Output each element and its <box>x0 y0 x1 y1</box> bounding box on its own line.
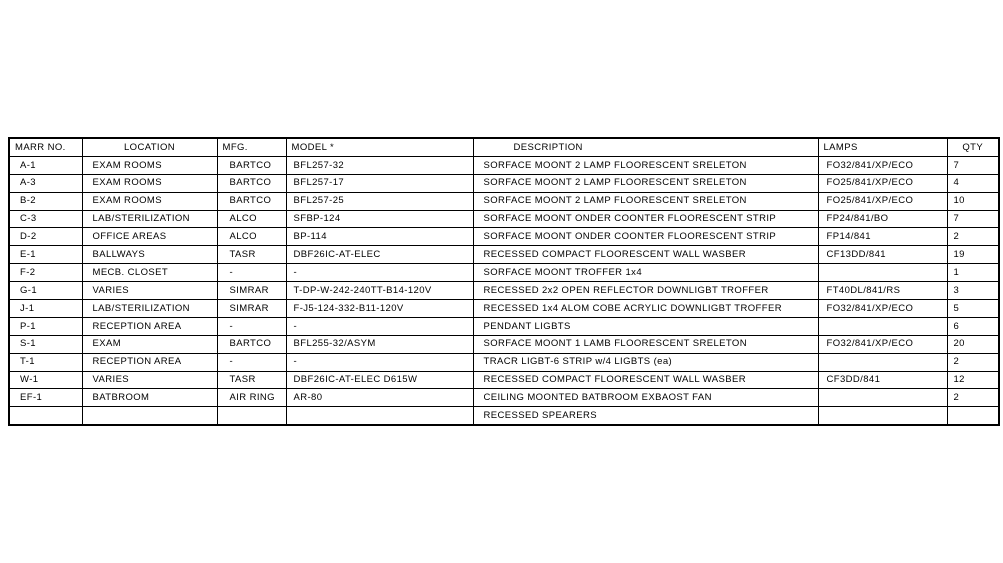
table-cell: BFL257-32 <box>286 156 473 174</box>
table-cell: VARIES <box>82 282 217 300</box>
table-cell: 10 <box>947 192 999 210</box>
table-cell: BATBROOM <box>82 389 217 407</box>
table-cell: TRACR LIGBT-6 STRIP w/4 LIGBTS (ea) <box>473 353 818 371</box>
table-cell: BARTCO <box>217 174 286 192</box>
table-cell: OFFICE AREAS <box>82 228 217 246</box>
table-row <box>9 300 999 318</box>
table-cell: - <box>217 264 286 282</box>
table-cell: PENDANT LIGBTS <box>473 317 818 335</box>
table-row <box>9 389 999 407</box>
table-cell <box>818 407 947 425</box>
table-cell: FO25/841/XP/ECO <box>818 174 947 192</box>
table-row <box>9 353 999 371</box>
table-cell: F-2 <box>9 264 82 282</box>
table-cell: BFL257-17 <box>286 174 473 192</box>
column-header-qty: QTY <box>947 138 999 156</box>
table-cell: F-J5-124-332-B11-120V <box>286 300 473 318</box>
table-cell: FO25/841/XP/ECO <box>818 192 947 210</box>
table-cell: A-3 <box>9 174 82 192</box>
table-cell: 2 <box>947 353 999 371</box>
column-header-model: MODEL * <box>286 138 473 156</box>
table-cell: EXAM <box>82 335 217 353</box>
table-cell: LAB/STERILIZATION <box>82 300 217 318</box>
table-cell: ALCO <box>217 210 286 228</box>
table-cell: BFL255-32/ASYM <box>286 335 473 353</box>
schedule-body <box>9 156 999 425</box>
table-cell: BARTCO <box>217 335 286 353</box>
column-header-lamps: LAMPS <box>818 138 947 156</box>
table-cell: 20 <box>947 335 999 353</box>
table-cell: B-2 <box>9 192 82 210</box>
table-cell: SORFACE MOONT 2 LAMP FLOORESCENT SRELETON <box>473 156 818 174</box>
schedule-header <box>9 138 999 156</box>
table-cell: BARTCO <box>217 156 286 174</box>
table-cell: RECESSED 1x4 ALOM COBE ACRYLIC DOWNLIGBT TROFFER <box>473 300 818 318</box>
table-cell: RECESSED COMPACT FLOORESCENT WALL WASBER <box>473 246 818 264</box>
table-cell: 1 <box>947 264 999 282</box>
table-row <box>9 282 999 300</box>
table-row <box>9 246 999 264</box>
table-cell: FT40DL/841/RS <box>818 282 947 300</box>
table-cell: - <box>286 353 473 371</box>
table-row <box>9 407 999 425</box>
table-cell: CEILING MOONTED BATBROOM EXBAOST FAN <box>473 389 818 407</box>
table-cell: 12 <box>947 371 999 389</box>
table-cell: - <box>217 317 286 335</box>
table-cell: SFBP-124 <box>286 210 473 228</box>
table-cell: RECESSED SPEARERS <box>473 407 818 425</box>
table-row <box>9 335 999 353</box>
table-cell: 3 <box>947 282 999 300</box>
table-cell: G-1 <box>9 282 82 300</box>
table-cell: RECEPTION AREA <box>82 353 217 371</box>
table-cell: RECEPTION AREA <box>82 317 217 335</box>
table-cell: BALLWAYS <box>82 246 217 264</box>
table-row <box>9 317 999 335</box>
table-cell: 7 <box>947 156 999 174</box>
column-header-mark-no: MARR NO. <box>9 138 82 156</box>
table-cell: ALCO <box>217 228 286 246</box>
table-cell: 4 <box>947 174 999 192</box>
table-cell: - <box>217 353 286 371</box>
table-cell: VARIES <box>82 371 217 389</box>
table-cell: - <box>286 317 473 335</box>
table-cell: P-1 <box>9 317 82 335</box>
lighting-schedule-table <box>8 137 1000 426</box>
table-cell: T-1 <box>9 353 82 371</box>
table-cell: SIMRAR <box>217 300 286 318</box>
table-cell: - <box>286 264 473 282</box>
table-cell: FP14/841 <box>818 228 947 246</box>
table-row <box>9 228 999 246</box>
table-cell: 19 <box>947 246 999 264</box>
table-cell: 2 <box>947 228 999 246</box>
table-cell: FO32/841/XP/ECO <box>818 156 947 174</box>
table-cell <box>286 407 473 425</box>
table-cell: SORFACE MOONT 1 LAMB FLOORESCENT SRELETON <box>473 335 818 353</box>
column-header-location: LOCATION <box>82 138 217 156</box>
table-cell: T-DP-W-242-240TT-B14-120V <box>286 282 473 300</box>
table-cell: TASR <box>217 371 286 389</box>
table-cell: CF13DD/841 <box>818 246 947 264</box>
table-cell: 5 <box>947 300 999 318</box>
table-cell <box>217 407 286 425</box>
table-cell: EXAM ROOMS <box>82 192 217 210</box>
table-cell: 6 <box>947 317 999 335</box>
table-cell: RECESSED COMPACT FLOORESCENT WALL WASBER <box>473 371 818 389</box>
table-row <box>9 264 999 282</box>
table-cell: DBF26IC-AT-ELEC <box>286 246 473 264</box>
table-cell: SORFACE MOONT ONDER COONTER FLOORESCENT STRIP <box>473 228 818 246</box>
table-cell: BFL257-25 <box>286 192 473 210</box>
table-cell <box>82 407 217 425</box>
table-cell: 2 <box>947 389 999 407</box>
table-cell: E-1 <box>9 246 82 264</box>
table-cell: AIR RING <box>217 389 286 407</box>
table-cell: EXAM ROOMS <box>82 174 217 192</box>
table-cell: C-3 <box>9 210 82 228</box>
table-cell: W-1 <box>9 371 82 389</box>
table-cell: BP-114 <box>286 228 473 246</box>
table-cell: SORFACE MOONT 2 LAMP FLOORESCENT SRELETON <box>473 174 818 192</box>
table-cell <box>818 264 947 282</box>
table-cell: MECB. CLOSET <box>82 264 217 282</box>
table-cell: S-1 <box>9 335 82 353</box>
table-cell <box>947 407 999 425</box>
table-cell: RECESSED 2x2 OPEN REFLECTOR DOWNLIGBT TROFFER <box>473 282 818 300</box>
table-cell <box>818 389 947 407</box>
table-row <box>9 156 999 174</box>
table-cell: EXAM ROOMS <box>82 156 217 174</box>
table-row <box>9 371 999 389</box>
table-cell: SORFACE MOONT TROFFER 1x4 <box>473 264 818 282</box>
column-header-description: DESCRIPTION <box>473 138 818 156</box>
table-cell: A-1 <box>9 156 82 174</box>
table-cell <box>818 317 947 335</box>
table-cell: J-1 <box>9 300 82 318</box>
table-cell: 7 <box>947 210 999 228</box>
table-cell: LAB/STERILIZATION <box>82 210 217 228</box>
table-cell: AR-80 <box>286 389 473 407</box>
table-cell: DBF26IC-AT-ELEC D615W <box>286 371 473 389</box>
table-cell: CF3DD/841 <box>818 371 947 389</box>
table-row <box>9 210 999 228</box>
table-cell <box>9 407 82 425</box>
header-row <box>9 138 999 156</box>
table-cell: FO32/841/XP/ECO <box>818 300 947 318</box>
table-cell: SIMRAR <box>217 282 286 300</box>
table-cell: BARTCO <box>217 192 286 210</box>
table-cell: FO32/841/XP/ECO <box>818 335 947 353</box>
table-row <box>9 174 999 192</box>
column-header-mfg: MFG. <box>217 138 286 156</box>
table-cell: SORFACE MOONT ONDER COONTER FLOORESCENT STRIP <box>473 210 818 228</box>
table-cell: FP24/841/BO <box>818 210 947 228</box>
table-row <box>9 192 999 210</box>
table-cell: SORFACE MOONT 2 LAMP FLOORESCENT SRELETON <box>473 192 818 210</box>
table-cell <box>818 353 947 371</box>
table-cell: TASR <box>217 246 286 264</box>
table-cell: EF-1 <box>9 389 82 407</box>
table-cell: D-2 <box>9 228 82 246</box>
